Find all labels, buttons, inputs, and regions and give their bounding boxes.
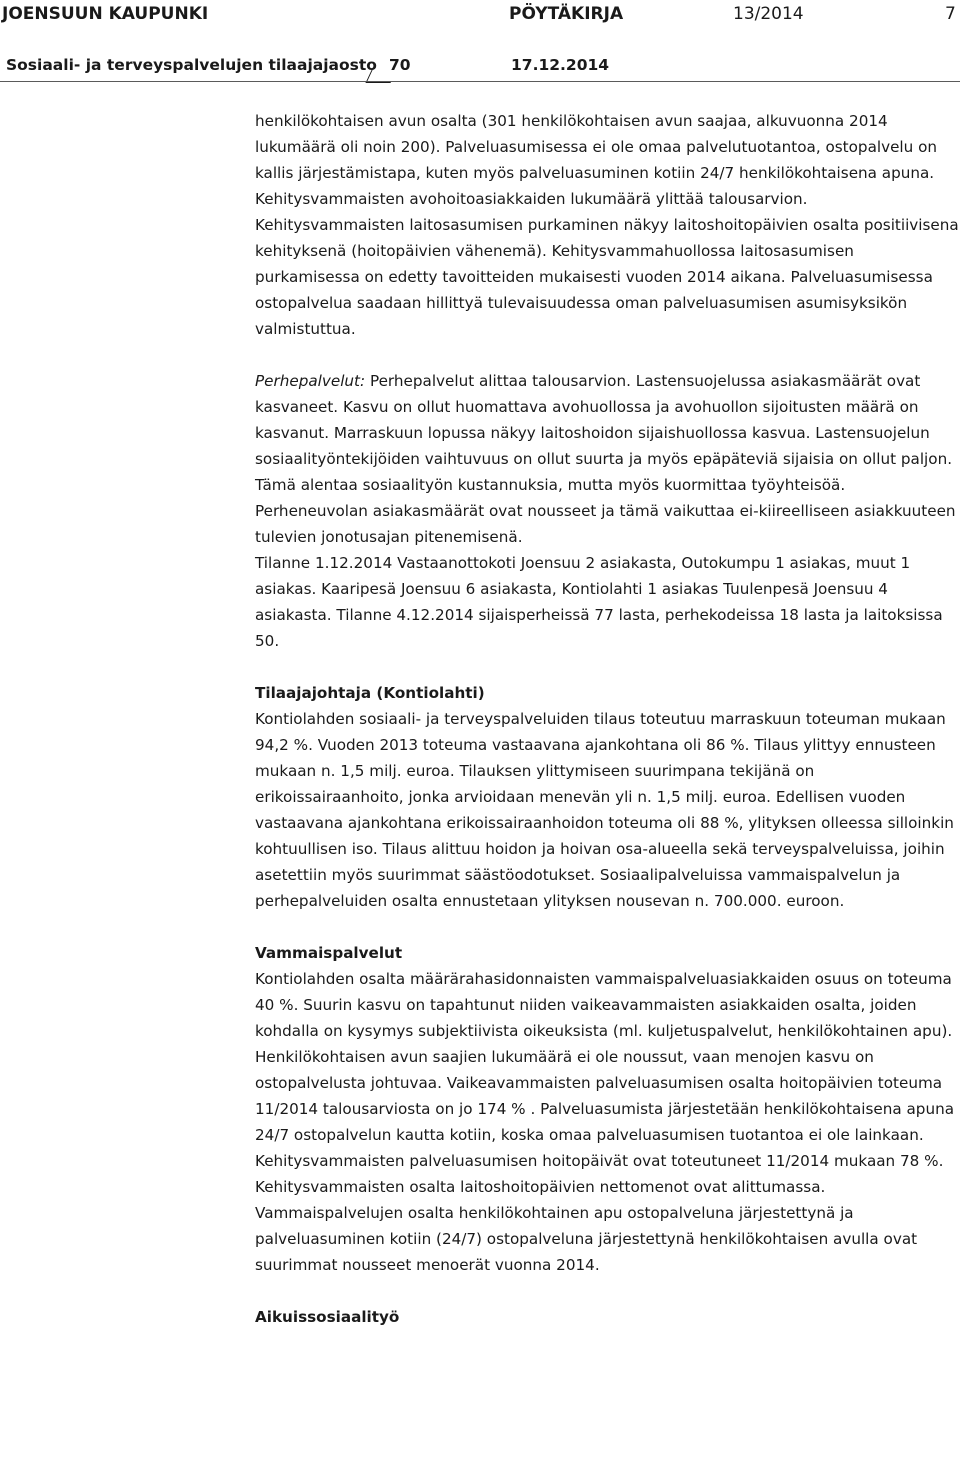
document-header (0, 0, 960, 30)
paragraph-vammaispalvelut: Kontiolahden osalta määrärahasidonnaisten vammaispalveluasiakkaiden osuus on toteuma 40 %. Suurin kasvu on tapahtunut niiden vaikeavammaisten asiakkaiden osalta, joiden kohdalla on kysymys subjektiivista oikeuksista (ml. kuljetuspalvelut, henkilökohtainen apu). Henkilökohtaisen avun saajien lukumäärä ei ole noussut, vaan menojen kasvu on ostopalvelusta johtuvaa. Vaikeavammaisten palveluasumisen osalta hoitopäivien toteuma 11/2014 talousarviosta on jo 174 % . Palveluasumista järjestetään henkilökohtaisena apuna 24/7 ostopalvelun kautta kotiin, koska omaa palveluasumisen tuotantoa ei ole lainkaan. Kehitysvammaisten palveluasumisen hoitopäivät ovat toteutuneet 11/2014 mukaan 78 %. Kehitysvammaisten osalta laitoshoitopäivien nettomenot ovat alittumassa. Vammaispalvelujen osalta henkilökohtainen apu ostopalveluna järjestettynä ja palveluasuminen kotiin (24/7) ostopalveluna järjestettynä henkilökohtaisen avulla ovat suurimmat nousseet menoerät vuonna 2014. (255, 970, 955, 1274)
paragraph-outpatient-clients: Kehitysvammaisten avohoitoasiakkaiden lukumäärä ylittää talousarvion. (255, 190, 808, 208)
meeting-date: 17.12.2014 (511, 56, 610, 74)
paragraph-tilaajajohtaja: Kontiolahden sosiaali- ja terveyspalveluiden tilaus toteutuu marraskuun toteuman mukaan 94,2 %. Vuoden 2013 toteuma vastaavana ajankohtana oli 86 %. Tilaus ylittyy ennusteen mukaan n. 1,5 milj. euroa. Tilauksen ylittymiseen suurimpana tekijänä on erikoissairaanhoito, jonka arvioidaan menevän yli n. 1,5 milj. euroa. Edellisen vuoden vastaavana ajankohtana erikoissairaanhoidon toteuma oli 88 %, ylityksen olleessa silloinkin kohtuullisen iso. Tilaus alittuu hoidon ja hoivan osa-alueella sekä terveyspalveluissa, joihin asetettiin myös suurimmat säästöodotukset. Sosiaalipalveluissa vammaispalvelun ja perhepalveluiden osalta ennustetaan ylityksen nousevan n. 700.000. euroon. (255, 710, 954, 910)
document-type: PÖYTÄKIRJA (509, 4, 624, 24)
document-body (255, 108, 960, 1330)
paragraph-family-services (255, 368, 960, 550)
page-number: 7 (945, 4, 956, 24)
heading-aikuissosiaalityo: Aikuissosiaalityö (255, 1308, 400, 1326)
paragraph-status: Tilanne 1.12.2014 Vastaanottokoti Joensuu 2 asiakasta, Outokumpu 1 asiakas, muut 1 asiakas. Kaaripesä Joensuu 6 asiakasta, Kontiolahti 1 asiakas Tuulenpesä Joensuu 4 asiakasta. Tilanne 4.12.2014 sijaisperheissä 77 lasta, perhekodeissa 18 lasta ja laitoksissa 50. (255, 554, 943, 650)
family-services-label: Perhepalvelut: (255, 372, 366, 390)
section-number: 70 (389, 56, 411, 74)
paragraph-personal-assistance: henkilökohtaisen avun osalta (301 henkilökohtaisen avun saajaa, alkuvuonna 2014 lukumäärä oli noin 200). Palveluasumisessa ei ole omaa palvelutuotantoa, ostopalvelu on kallis järjestämistapa, kuten myös palveluasuminen kotiin 24/7 henkilökohtaisena apuna. (255, 112, 938, 182)
header-divider (0, 81, 960, 82)
meeting-number: 13/2014 (733, 4, 804, 24)
board-name: Sosiaali- ja terveyspalvelujen tilaajajaosto (6, 56, 377, 74)
heading-tilaajajohtaja: Tilaajajohtaja (Kontiolahti) (255, 684, 485, 702)
family-services-text: Perhepalvelut alittaa talousarvion. Lastensuojelussa asiakasmäärät ovat kasvaneet. Kasvu on ollut huomattava avohuollossa ja avohuollon sijoitusten määrä on kasvanut. Marraskuun lopussa näkyy laitoshoidon sijaishuollossa kasvua. Lastensuojelun sosiaalityöntekijöiden vaihtuvuus on ollut suurta ja myös epäpäteviä sijaisia on ollut paljon. Tämä alentaa sosiaalityön kustannuksia, mutta myös kuormittaa työyhteisöä. Perheneuvolan asiakasmäärät ovat nousseet ja tämä vaikuttaa ei-kiireelliseen asiakkuuteen tulevien jonotusajan pitenemisenä. (255, 372, 956, 546)
document-subheader (0, 54, 960, 82)
paragraph-institutional-housing: Kehitysvammaisten laitosasumisen purkaminen näkyy laitoshoitopäivien osalta positiivisena kehityksenä (hoitopäivien vähenemä). Kehitysvammahuollossa laitosasumisen purkamisessa on edetty tavoitteiden mukaisesti vuoden 2014 aikana. Palveluasumisessa ostopalvelua saadaan hillittyä tulevaisuudessa oman palveluasumisen asumisyksikön valmistuttua. (255, 216, 959, 338)
organization-name: JOENSUUN KAUPUNKI (2, 4, 209, 24)
heading-vammaispalvelut: Vammaispalvelut (255, 944, 403, 962)
